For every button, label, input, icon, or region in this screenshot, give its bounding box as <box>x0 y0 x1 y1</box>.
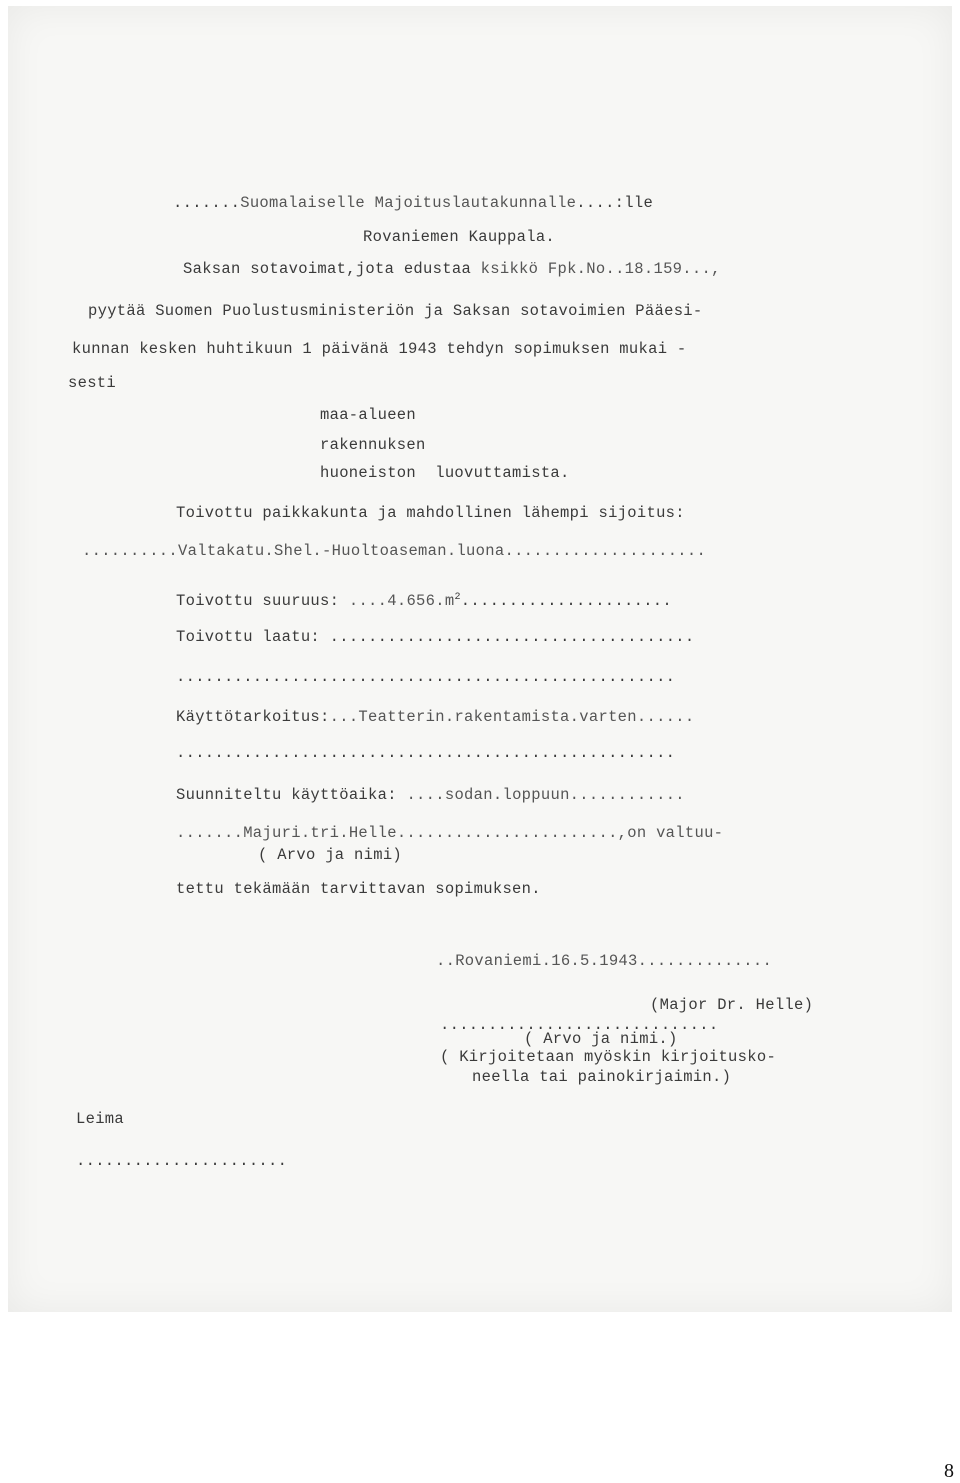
signer-note-2: neella tai painokirjaimin.) <box>472 1068 732 1086</box>
representative-tail: tettu tekämään tarvittavan sopimuksen. <box>176 880 541 898</box>
signer-caption: ( Arvo ja nimi.) <box>524 1030 678 1048</box>
body-line-3: kunnan kesken huhtikuun 1 päivänä 1943 tehdyn sopimuksen mukai - <box>72 340 687 358</box>
body-line-4: sesti <box>68 374 117 392</box>
unit-number: ksikkö Fpk.No..18.159..., <box>480 260 721 278</box>
size-value: ....4.656.m <box>348 592 455 611</box>
page-number: 8 <box>944 1460 954 1482</box>
option-apartment-line: huoneiston luovuttamista. <box>320 464 570 482</box>
signer-note-1: ( Kirjoitetaan myöskin kirjoituskо- <box>440 1048 777 1066</box>
purpose-line: Käyttötarkoitus:...Teatterin.rakentamista.varten...... <box>176 708 695 726</box>
body-line-2: pyytää Suomen Puolustusministeriön ja Saksan sotavoimien Pääesi- <box>88 302 703 320</box>
signature-line: ............................. <box>440 1016 719 1034</box>
stamp-label: Leima <box>76 1110 125 1128</box>
document-sheet <box>8 6 952 1312</box>
place-line: Rovaniemen Kauppala. <box>363 228 556 246</box>
representative-caption: ( Arvo ja nimi) <box>258 846 403 864</box>
option-building: rakennuksen <box>320 436 426 454</box>
representative-line: .......Majuri.tri.Helle.......................,on valtuu- <box>176 824 724 842</box>
blank-line-2: .................................................... <box>176 744 676 762</box>
signer-name: (Major Dr. Helle) <box>650 996 814 1014</box>
duration-value: ....sodan.loppuun............ <box>406 786 685 804</box>
stamp-line: ...................... <box>76 1152 288 1170</box>
option-land: maa-alueen <box>320 406 417 424</box>
addressee-name: Suomalaiselle Majoituslautakunnalle <box>240 194 577 212</box>
addressee-line: .......Suomalaiselle Majoituslautakunnalle....:lle <box>173 194 654 212</box>
duration-line: Suunniteltu käyttöaika: ....sodan.loppuun............ <box>176 786 685 804</box>
purpose-value: ...Teatterin.rakentamista.varten...... <box>329 708 695 726</box>
location-label: Toivottu paikkakunta ja mahdollinen lähempi sijoitus: <box>176 504 685 522</box>
location-value: ..........Valtakatu.Shel.-Huoltoaseman.luona..................... <box>82 542 707 560</box>
size-line: Toivottu suuruus: $....4.656.m^2$...................... <box>176 592 673 611</box>
blank-line-1: .................................................... <box>176 668 676 686</box>
quality-line: Toivottu laatu: ...................................... <box>176 628 695 646</box>
date-line: ..Rovaniemi.16.5.1943.............. <box>436 952 773 970</box>
requester-line: Saksan sotavoimat,jota edustaa ksikkö Fpk.No..18.159..., <box>183 260 721 278</box>
